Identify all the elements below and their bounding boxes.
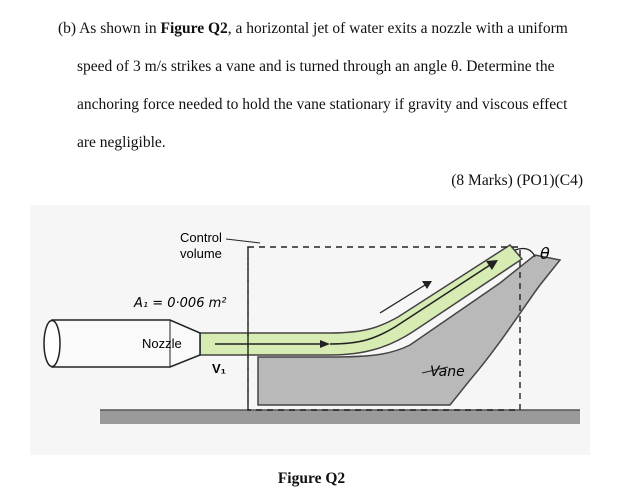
question-line-3: anchoring force needed to hold the vane stationary if gravity and viscous effect	[77, 96, 568, 113]
ground-surface	[100, 410, 580, 424]
question-line-2: speed of 3 m/s strikes a vane and is turned through an angle θ. Determine the	[77, 58, 555, 75]
velocity-label: V₁	[212, 361, 227, 376]
figure-reference: Figure Q2	[160, 20, 228, 37]
marks-label: (8 Marks) (PO1)(C4)	[451, 172, 583, 189]
nozzle-inlet	[44, 321, 60, 367]
question-line-1	[58, 20, 568, 38]
angle-label: θ	[540, 244, 550, 263]
figure-q2	[30, 205, 590, 455]
figure-caption: Figure Q2	[277, 470, 346, 487]
nozzle-label: Nozzle	[142, 336, 182, 351]
vane-label: Vane	[430, 364, 465, 380]
control-volume-label-2: volume	[180, 246, 222, 261]
figure-diagram	[30, 205, 590, 455]
question-text: (b) As shown in	[58, 20, 161, 37]
question-text: , a horizontal jet of water exits a nozzle with a uniform	[227, 20, 568, 37]
area-label: A₁ = 0·006 m²	[134, 296, 227, 311]
question-line-4: are negligible.	[77, 134, 166, 151]
control-volume-label-1: Control	[180, 230, 222, 245]
